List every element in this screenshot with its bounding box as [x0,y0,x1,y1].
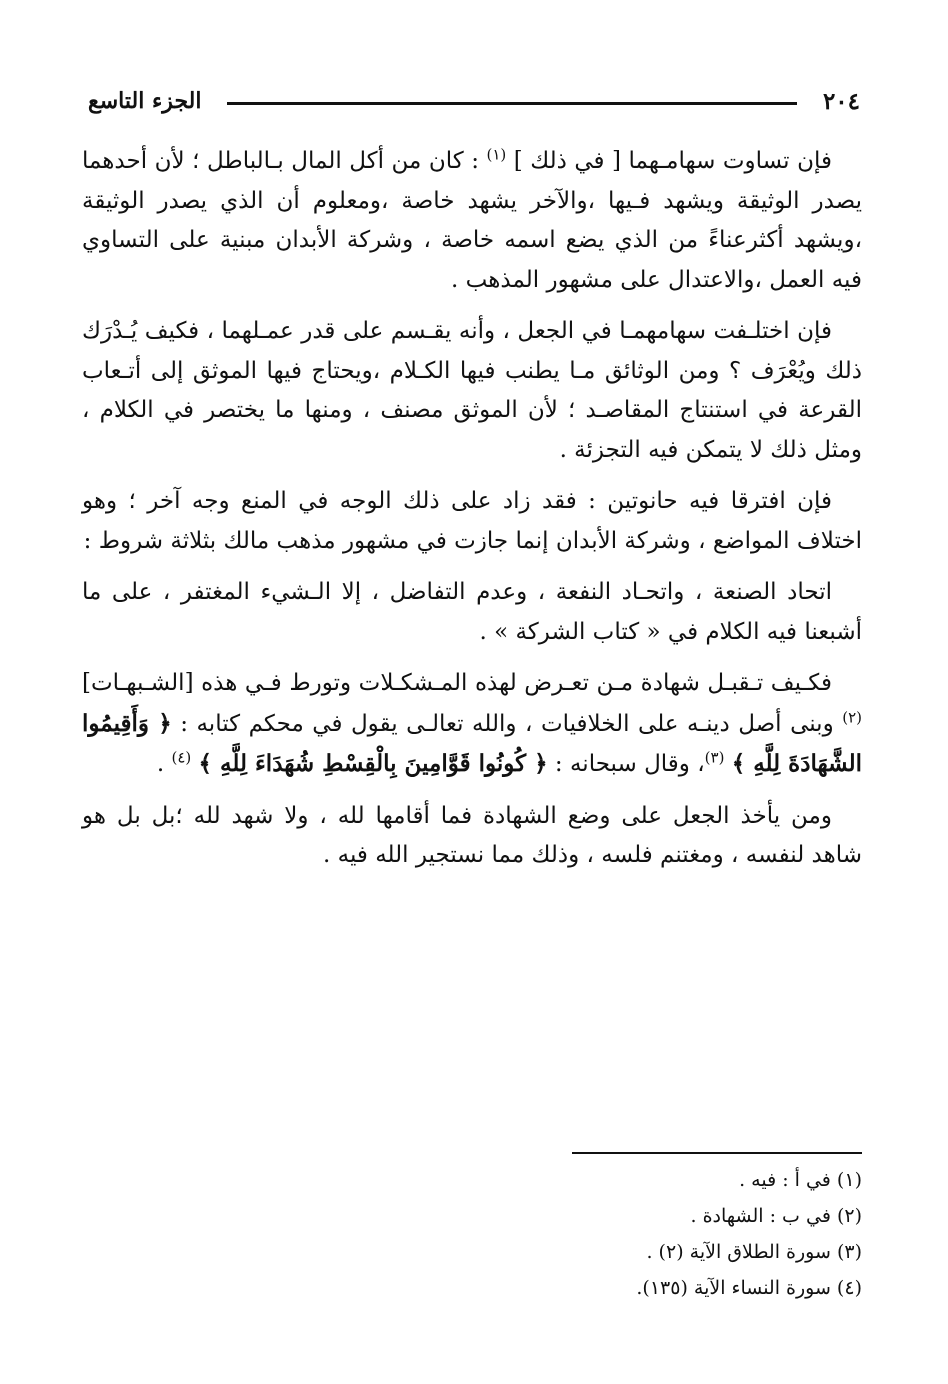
footnote-rule [572,1152,862,1154]
paragraph-6: ومن يأخذ الجعل على وضع الشهادة فما أقامها لله ، ولا شهد لله ؛بل بل هو شاهد لنفسه ، ومغتنم فلسه ، وذلك مما نستجير الله فيه . [82,802,862,868]
footnote-2: (٢) في ب : الشهادة . [690,1205,862,1227]
paragraph-2: فإن اختلـفت سهامهمـا في الجعل ، وأنه يقـسم على قدر عمـلهما ، فكيف يُـدْرَك ذلك ويُعْرَف ؟ ومن الوثائق مـا يطنب فيها الكـلام ،ويحتاج فيها الموثق إلى أتـعاب القرعة في استنتاج المقاصـد ؛ لأن الموثق مصنف ، ومنها ما يختصر في الكلام ، ومثل ذلك لا يتمكن فيه التجزئة . [82,318,862,463]
footnote-1: (١) في أ : فيه . [739,1169,862,1191]
page-number: ٢٠٤ [822,87,860,115]
header-rule [227,102,796,105]
footnotes [162,1162,862,1306]
paragraph-text: : كان من أكل المال بـالباطل ؛ لأن أحدهما يصدر الوثيقة ويشهد فـيها ،والآخر يشهد خاصة ،ومعلوم أن الذي يصدر الوثيقة ،ويشهد أكثرعناءً من الذي يضع اسمه خاصة ، وشركة الأبدان مبنية على التساوي فيه العمل ،والاعتدال على مشهور المذهب . [82,148,862,293]
volume-title: الجزء التاسع [88,88,202,114]
paragraph-5 [82,664,862,785]
paragraph-text: فكـيف تـقبـل شهادة مـن تعـرض لهذه المـشكـلات وتورط فـي هذه [الشـبهـات] [82,670,832,696]
footnote-ref-1: (١) [486,145,507,164]
paragraph-3: فإن افترقا فيه حانوتين : فقد زاد على ذلك الوجه في المنع وجه آخر ؛ وهو اختلاف المواضع ، وشركة الأبدان إنما جازت في مشهور مذهب مالك بثلاثة شروط : [82,488,862,554]
footnote-ref-2: (٢) [842,707,862,726]
paragraph-1 [82,142,862,300]
paragraph-text: وبنى أصل دينـه على الخلافيات ، والله تعالـى يقول في محكم كتابه : [171,710,843,737]
body-text [82,142,862,888]
footnote-3: (٣) سورة الطلاق الآية (٢) . [646,1241,862,1263]
quran-verse-2: ﴿ كُونُوا قَوَّامِينَ بِالْقِسْطِ شُهَدَاءَ لِلَّهِ ﴾ [198,750,548,777]
paragraph-4: اتحاد الصنعة ، واتحـاد النفعة ، وعدم التفاضل ، إلا الـشيء المغتفر ، على ما أشبعنا فيه الكلام في « كتاب الشركة » . [82,579,862,645]
quran-verse-1: ﴿ وَأَقِيمُوا الشَّهَادَةَ لِلَّهِ ﴾ [82,709,862,777]
footnote-4: (٤) سورة النساء الآية (١٣٥). [636,1277,862,1299]
paragraph-text: ، وقال سبحانه : [547,751,705,777]
footnote-ref-4: (٤) [171,748,192,767]
footnote-ref-3: (٣) [704,748,725,767]
running-head [88,86,860,116]
paragraph-text: . [156,751,165,777]
paragraph-text: فإن تساوت سهامـهما [ في ذلك ] [513,148,832,174]
